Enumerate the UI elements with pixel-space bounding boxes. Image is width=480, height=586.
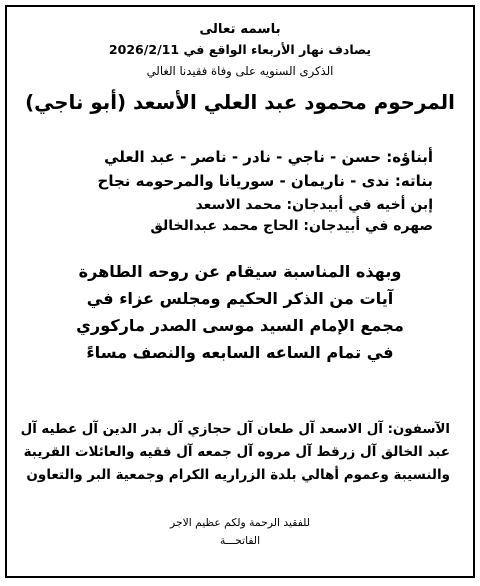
date-line: يصادف نهار الأربعاء الواقع في 2026/2/11 <box>108 42 372 57</box>
closing-line-1: للفقيد الرحمة ولكم عظيم الاجر <box>170 516 310 529</box>
ceremony-line-3: مجمع الإمام السيد موسى الصدر ماركوري <box>76 316 404 335</box>
mourners-line-1: الآسفون: آل الاسعد آل طعان آل حجازي آل بدر الدين آل عطيه آل <box>20 422 450 437</box>
sons-line: أبناؤه: حسن - ناجي - نادر - ناصر - عبد العلي <box>104 148 433 166</box>
mourners-line-2: عبد الخالق آل زرقط آل مروه آل جمعه آل فقيه والعائلات القريبة <box>23 444 450 460</box>
invocation: باسمه تعالى <box>199 22 281 37</box>
nephew-line: إبن أخيه في أبيدجان: محمد الاسعد <box>195 197 433 213</box>
ceremony-line-2: آيات من الذكر الحكيم ومجلس عزاء في <box>86 289 394 308</box>
occasion-line: الذكرى السنويه على وفاة فقيدنا الغالي <box>146 64 334 78</box>
ceremony-line-1: وبهذه المناسبة سيقام عن روحه الطاهرة <box>78 262 402 281</box>
mourners-line-3: والنسيبة وعموم أهالي بلدة الزراريه الكرام وجمعية البر والتعاون <box>26 467 450 483</box>
daughters-line: بناته: ندى - ناريمان - سوريانا والمرحومه نجاح <box>97 172 433 190</box>
deceased-name: المرحوم محمود عبد العلي الأسعد (أبو ناجي) <box>25 91 455 114</box>
son-in-law-line: صهره في أبيدجان: الحاج محمد عبدالخالق <box>150 218 433 234</box>
ceremony-line-4: في تمام الساعه السابعه والنصف مساءً <box>86 343 394 362</box>
closing-line-2: الفاتحـــة <box>219 534 261 547</box>
